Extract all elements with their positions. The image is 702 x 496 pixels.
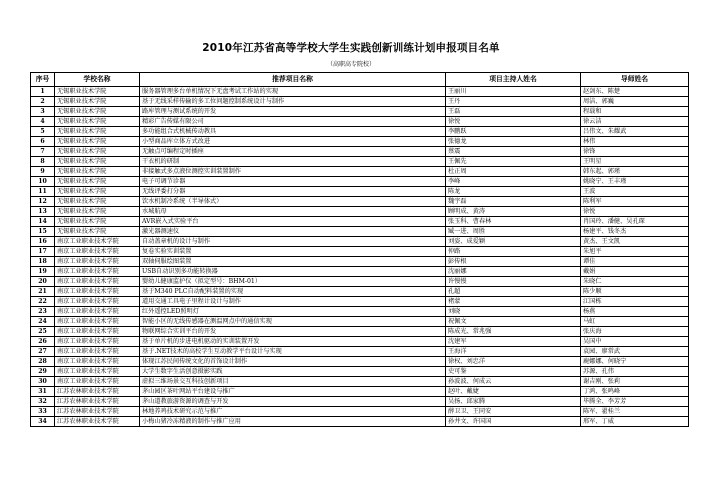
cell-no: 23 [31,307,55,317]
table-row [31,337,689,347]
cell-mentor: 丁鸿、张鸣峰 [581,387,689,397]
cell-project: 基于M340 PLC自动配料装置的实现 [140,287,446,297]
cell-mentor: 杨建平、钱冬杰 [581,227,689,237]
cell-project: AVR嵌入式实验平台 [140,217,446,227]
cell-mentor: 陈利军 [581,197,689,207]
cell-mentor: 吕伟文、朱耀武 [581,127,689,137]
cell-mentor: 王明星 [581,157,689,167]
cell-school: 无锡职业技术学院 [55,97,140,107]
cell-mentor: 林伟 [581,137,689,147]
cell-no: 9 [31,167,55,177]
cell-school: 南京工业职业技术学院 [55,277,140,287]
cell-leader: 史可鉴 [446,367,581,377]
cell-project: 虚拟三维场景交互科技创新项目 [140,377,446,387]
cell-project: 路库管理与测试系统的开发 [140,107,446,117]
table-row [31,237,689,247]
cell-no: 17 [31,247,55,257]
cell-school: 南京工业职业技术学院 [55,377,140,387]
cell-school: 南京工业职业技术学院 [55,317,140,327]
cell-leader: 王丹 [446,97,581,107]
cell-project: 非接触式多点液位测控实训装置制作 [140,167,446,177]
cell-mentor: 朱旭平 [581,247,689,257]
cell-mentor: 肖国玲、潘健、吴孔琛 [581,217,689,227]
cell-school: 南京工业职业技术学院 [55,257,140,267]
cell-school: 南京工业职业技术学院 [55,247,140,257]
cell-project: 自动盖章机的设计与制作 [140,237,446,247]
cell-no: 18 [31,257,55,267]
cell-mentor: 吴国中 [581,337,689,347]
cell-school: 无锡职业技术学院 [55,127,140,137]
cell-project: 茅山园区茶叶网站平台建设与推广 [140,387,446,397]
table-row [31,97,689,107]
cell-mentor: 邢军、丁威 [581,417,689,427]
table-row [31,367,689,377]
cell-leader: 王佩先 [446,157,581,167]
table-row [31,267,689,277]
cell-school: 南京工业职业技术学院 [55,307,140,317]
table-row [31,287,689,297]
table-row [31,347,689,357]
cell-project: 茅山道教旅游资源的调查与开发 [140,397,446,407]
table-row [31,247,689,257]
cell-school: 无锡职业技术学院 [55,147,140,157]
cell-leader: 顾明成、黄涛 [446,207,581,217]
cell-school: 南京工业职业技术学院 [55,237,140,247]
cell-project: 双轴伺服绘图装置 [140,257,446,267]
cell-school: 江苏农林职业技术学院 [55,387,140,397]
cell-no: 10 [31,177,55,187]
cell-school: 无锡职业技术学院 [55,227,140,237]
cell-leader: 刘姿、成爱颖 [446,237,581,247]
cell-mentor: 徐锋 [581,147,689,157]
table-row [31,147,689,157]
cell-no: 1 [31,87,55,97]
table-row [31,207,689,217]
cell-no: 27 [31,347,55,357]
cell-mentor: 赵剑东、陈楚 [581,87,689,97]
table-row [31,167,689,177]
cell-no: 28 [31,357,55,367]
cell-no: 5 [31,127,55,137]
cell-project: 红外遥控LED照明灯 [140,307,446,317]
cell-no: 19 [31,267,55,277]
cell-mentor: 韩东起、郭瑾 [581,167,689,177]
cell-project: 水城航母 [140,207,446,217]
cell-school: 无锡职业技术学院 [55,167,140,177]
table-row [31,187,689,197]
cell-project: 电子可调节诊器 [140,177,446,187]
cell-school: 南京工业职业技术学院 [55,367,140,377]
cell-school: 无锡职业技术学院 [55,187,140,197]
cell-no: 20 [31,277,55,287]
cell-leader: 赵叶、戴婕 [446,387,581,397]
cell-school: 无锡职业技术学院 [55,217,140,227]
cell-mentor: 毕腾全、李芳芳 [581,397,689,407]
cell-no: 15 [31,227,55,237]
cell-mentor: 谭佳 [581,257,689,267]
cell-leader: 陈龙 [446,187,581,197]
cell-project: 体现江苏民间传统文化的首饰设计制作 [140,357,446,367]
cell-mentor: 袁园、廖常武 [581,347,689,357]
cell-mentor: 鹿娜娜、何晓宁 [581,357,689,367]
table-row [31,307,689,317]
table-row [31,117,689,127]
cell-school: 南京工业职业技术学院 [55,287,140,297]
table-row [31,107,689,117]
cell-mentor: 周洁、郭巍 [581,97,689,107]
cell-leader: 臧一进、周胜 [446,227,581,237]
cell-leader: 孔超 [446,287,581,297]
cell-leader: 吴扬、邱家腾 [446,397,581,407]
table-row [31,297,689,307]
cell-school: 江苏农林职业技术学院 [55,397,140,407]
cell-mentor: 黄杰、王文凯 [581,237,689,247]
cell-mentor: 马虹 [581,317,689,327]
cell-no: 4 [31,117,55,127]
cell-school: 无锡职业技术学院 [55,107,140,117]
cell-school: 江苏农林职业技术学院 [55,417,140,427]
cell-no: 12 [31,197,55,207]
cell-leader: 李峰 [446,177,581,187]
cell-school: 无锡职业技术学院 [55,177,140,187]
cell-mentor: 程载和 [581,107,689,117]
cell-leader: 薛卫卫、王同安 [446,407,581,417]
cell-project: 婴幼儿健康监护仪（拟定型号：BHM-01） [140,277,446,287]
cell-no: 2 [31,97,55,107]
cell-no: 30 [31,377,55,387]
cell-mentor: 徐悦 [581,207,689,217]
cell-leader: 许慢慢 [446,277,581,287]
cell-project: 小型商品库立体方式改进 [140,137,446,147]
cell-leader: 褚蒙 [446,297,581,307]
cell-school: 南京工业职业技术学院 [55,347,140,357]
cell-leader: 魏宇磊 [446,197,581,207]
cell-leader: 刘晓 [446,307,581,317]
cell-project: 小梅山猪冷冻精液的制作与推广应用 [140,417,446,427]
cell-no: 25 [31,327,55,337]
cell-no: 11 [31,187,55,197]
document-title: 2010年江苏省高等学校大学生实践创新训练计划申报项目名单 [202,42,500,54]
cell-leader: 仲路 [446,247,581,257]
cell-mentor: 徐云洁 [581,117,689,127]
cell-project: 基于无线采样传输的多工位问题控制系统设计与制作 [140,97,446,107]
cell-leader: 杜正周 [446,167,581,177]
cell-mentor: 陈军、翟桂兰 [581,407,689,417]
cell-mentor: 张庆海 [581,327,689,337]
header-school: 学校名称 [55,73,140,87]
cell-project: 激光器测速仪 [140,227,446,237]
cell-leader: 祝佩文 [446,317,581,327]
cell-no: 16 [31,237,55,247]
cell-leader: 沈建军 [446,337,581,347]
cell-school: 无锡职业技术学院 [55,137,140,147]
cell-leader: 徐悦 [446,117,581,127]
cell-leader: 孙波波、何成云 [446,377,581,387]
table-row [31,87,689,97]
table-row [31,397,689,407]
cell-no: 33 [31,407,55,417]
cell-leader: 王海洋 [446,347,581,357]
table-row [31,227,689,237]
cell-leader: 张德龙 [446,137,581,147]
cell-mentor: 王波 [581,187,689,197]
cell-project: 物联网综合实训平台的开发 [140,327,446,337]
table-row [31,407,689,417]
cell-project: 多功能组合式机械传动教具 [140,127,446,137]
cell-no: 21 [31,287,55,297]
cell-leader: 张玉科、曹春林 [446,217,581,227]
cell-no: 24 [31,317,55,327]
cell-leader: 王磊 [446,107,581,117]
cell-no: 32 [31,397,55,407]
cell-project: 基于.NET技术的高校学生互动教学平台设计与实现 [140,347,446,357]
cell-project: 林地养鸡技术研究示范与推广 [140,407,446,417]
cell-no: 13 [31,207,55,217]
cell-no: 14 [31,217,55,227]
cell-school: 无锡职业技术学院 [55,197,140,207]
cell-no: 3 [31,107,55,117]
cell-project: 大学生数字生活创意摄影实践 [140,367,446,377]
cell-school: 南京工业职业技术学院 [55,357,140,367]
cell-school: 南京工业职业技术学院 [55,297,140,307]
cell-leader: 李鹏跃 [446,127,581,137]
table-row [31,387,689,397]
project-table [30,72,689,427]
document-subtitle: （高职高专院校） [326,61,375,68]
cell-project: 复卷实验实训装置 [140,247,446,257]
cell-school: 无锡职业技术学院 [55,157,140,167]
cell-school: 无锡职业技术学院 [55,207,140,217]
cell-leader: 沈丽娜 [446,267,581,277]
table-header-row [31,73,689,87]
cell-leader: 蔡震 [446,147,581,157]
cell-school: 南京工业职业技术学院 [55,327,140,337]
table-row [31,357,689,367]
header-no: 序号 [31,73,55,87]
cell-project: USB自动识别多功能转换器 [140,267,446,277]
table-row [31,377,689,387]
cell-project: 基于单片机的步进电机驱动的实训装置开发 [140,337,446,347]
cell-no: 34 [31,417,55,427]
table-row [31,317,689,327]
table-row [31,157,689,167]
header-leader: 项目主持人姓名 [446,73,581,87]
cell-school: 南京工业职业技术学院 [55,337,140,347]
cell-leader: 王丽川 [446,87,581,97]
cell-school: 南京工业职业技术学院 [55,267,140,277]
cell-project: 饮水机制冷系统（半导体式） [140,197,446,207]
cell-no: 7 [31,147,55,157]
cell-leader: 孙井文、许国国 [446,417,581,427]
cell-project: 干衣机的研制 [140,157,446,167]
table-row [31,417,689,427]
cell-school: 江苏农林职业技术学院 [55,407,140,417]
cell-mentor: 谢吉刚、张莉 [581,377,689,387]
table-row [31,217,689,227]
cell-project: 智能小区的无线传感器在测温网点中的通信实现 [140,317,446,327]
cell-mentor: 杨燕 [581,307,689,317]
cell-leader: 徐权、刘忠洋 [446,357,581,367]
table-row [31,137,689,147]
cell-project: 无线评委打分器 [140,187,446,197]
cell-leader: 彭传根 [446,257,581,267]
cell-project: 服务器管理多台单机情况下无盘考试工作站的实现 [140,87,446,97]
table-row [31,197,689,207]
cell-mentor: 陈少顺 [581,287,689,297]
cell-school: 无锡职业技术学院 [55,117,140,127]
cell-school: 无锡职业技术学院 [55,87,140,97]
table-row [31,277,689,287]
cell-mentor: 姚晓宁、王丰瑾 [581,177,689,187]
table-row [31,257,689,267]
cell-leader: 陈成光、常兆强 [446,327,581,337]
cell-no: 26 [31,337,55,347]
cell-mentor: 朱晓仁 [581,277,689,287]
header-mentor: 导师姓名 [581,73,689,87]
cell-no: 29 [31,367,55,377]
cell-project: 精彩广告传媒有限公司 [140,117,446,127]
cell-no: 22 [31,297,55,307]
cell-no: 8 [31,157,55,167]
table-row [31,177,689,187]
cell-project: 道用交通工具电子里程计设计与制作 [140,297,446,307]
table-body [31,87,689,427]
table-row [31,127,689,137]
cell-mentor: 戴娟 [581,267,689,277]
cell-project: 无触点可编程定时插座 [140,147,446,157]
cell-no: 6 [31,137,55,147]
cell-mentor: 苏源、孔伟 [581,367,689,377]
table-row [31,327,689,337]
header-project: 推荐项目名称 [140,73,446,87]
cell-no: 31 [31,387,55,397]
cell-mentor: 江国栋 [581,297,689,307]
